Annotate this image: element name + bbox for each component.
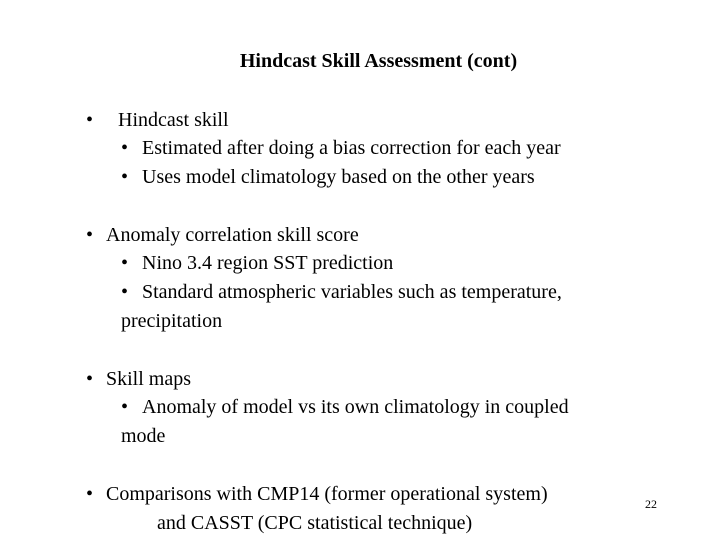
sub-bullet: • bbox=[121, 137, 129, 159]
section-heading-anomaly-correlation: Anomaly correlation skill score bbox=[106, 224, 359, 246]
page-number: 22 bbox=[645, 497, 657, 511]
bullet-4: • bbox=[86, 483, 94, 505]
sub-item-continuation: precipitation bbox=[121, 310, 223, 332]
sub-item-bias-correction: Estimated after doing a bias correction for each year bbox=[142, 137, 561, 159]
sub-bullet: • bbox=[121, 396, 129, 418]
sub-item-continuation: mode bbox=[121, 425, 166, 447]
bullet-1: • bbox=[86, 109, 94, 131]
slide-title: Hindcast Skill Assessment (cont) bbox=[239, 50, 518, 72]
sub-item-model-climatology: Uses model climatology based on the other years bbox=[142, 166, 535, 188]
sub-bullet: • bbox=[121, 252, 129, 274]
section-heading-skill-maps: Skill maps bbox=[106, 368, 192, 390]
section-heading-comparisons: Comparisons with CMP14 (former operational system) bbox=[106, 483, 548, 505]
sub-item-anomaly-of-model: Anomaly of model vs its own climatology in coupled bbox=[142, 396, 569, 418]
section-continuation: and CASST (CPC statistical technique) bbox=[157, 512, 473, 534]
bullet-3: • bbox=[86, 368, 94, 390]
section-heading-hindcast-skill: Hindcast skill bbox=[118, 109, 229, 131]
sub-item-atmospheric-variables: Standard atmospheric variables such as temperature, bbox=[142, 281, 562, 303]
bullet-2: • bbox=[86, 224, 94, 246]
sub-bullet: • bbox=[121, 166, 129, 188]
sub-item-nino-region: Nino 3.4 region SST prediction bbox=[142, 252, 394, 274]
sub-bullet: • bbox=[121, 281, 129, 303]
